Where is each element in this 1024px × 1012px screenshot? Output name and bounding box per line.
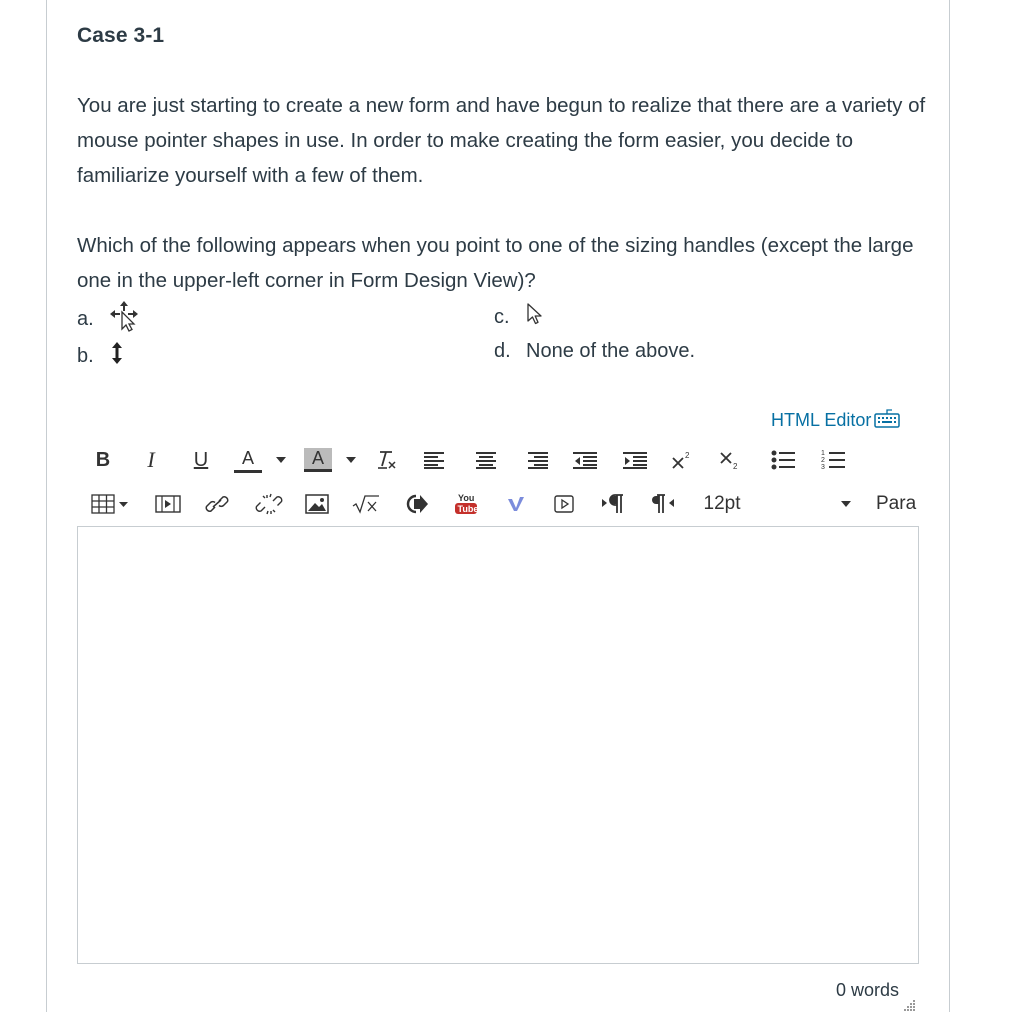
option-letter: b. (77, 344, 94, 367)
vimeo-icon (506, 495, 526, 513)
subscript-button[interactable] (718, 444, 742, 476)
text-color-button[interactable]: A (234, 447, 262, 473)
svg-text:2: 2 (733, 462, 738, 471)
bullet-list-icon (771, 450, 795, 470)
bullet-list-button[interactable] (770, 444, 796, 476)
italic-button[interactable]: I (147, 447, 155, 472)
subscript-icon (719, 449, 741, 471)
link-button[interactable] (204, 488, 230, 520)
font-size-select[interactable]: 12pt (703, 493, 741, 514)
move-pointer-icon (109, 300, 139, 338)
video-play-icon (554, 494, 574, 514)
unlink-icon (255, 492, 283, 516)
indent-icon (623, 451, 647, 469)
option-letter: c. (494, 305, 510, 328)
svg-text:3: 3 (821, 464, 825, 471)
resize-handle[interactable] (900, 998, 916, 1012)
font-size-dropdown[interactable] (838, 488, 854, 520)
caret-down-icon (276, 457, 286, 463)
caret-down-icon (841, 501, 851, 507)
question-intro: You are just starting to create a new form and have begun to realize that there are a variety of mouse pointer shapes in use. In order to make creating the form easier, you decide to familiarize yourself with a few of them. (77, 94, 926, 187)
outdent-button[interactable] (572, 444, 598, 476)
background-color-button[interactable]: A (304, 448, 332, 472)
table-icon (91, 494, 129, 514)
embed-arrow-icon (403, 493, 429, 515)
media-icon (155, 494, 181, 514)
align-right-icon (528, 451, 548, 469)
keyboard-icon (874, 408, 900, 433)
align-center-button[interactable] (474, 444, 498, 476)
table-button[interactable] (90, 488, 130, 520)
rtl-paragraph-icon (651, 493, 675, 515)
media-button[interactable] (154, 488, 182, 520)
svg-text:2: 2 (685, 451, 690, 460)
arrow-pointer-icon (526, 302, 546, 332)
ltr-paragraph-button[interactable] (600, 488, 626, 520)
indent-button[interactable] (622, 444, 648, 476)
align-left-button[interactable] (422, 444, 446, 476)
ltr-paragraph-icon (601, 493, 625, 515)
option-b (77, 340, 125, 372)
svg-text:2: 2 (821, 457, 825, 464)
video-button[interactable] (552, 488, 576, 520)
case-title: Case 3-1 (77, 24, 165, 47)
clear-formatting-button[interactable] (374, 444, 400, 476)
background-color-dropdown[interactable] (344, 444, 358, 476)
link-icon (205, 493, 229, 515)
question-prompt: Which of the following appears when you point to one of the sizing handles (except the large one in the upper-left corner in Form Design View)? (77, 234, 914, 292)
image-icon (305, 494, 329, 514)
html-editor-label[interactable]: HTML Editor (771, 410, 872, 430)
youtube-button[interactable] (452, 488, 480, 520)
option-letter: a. (77, 307, 94, 330)
numbered-list-icon (821, 449, 845, 471)
equation-icon (352, 494, 380, 514)
rich-text-editor-area[interactable] (77, 526, 919, 964)
html-editor-link[interactable] (771, 408, 900, 433)
resize-grip-icon (900, 998, 916, 1012)
svg-text:You: You (458, 493, 475, 503)
youtube-icon (453, 491, 479, 517)
word-count: 0 words (836, 980, 900, 1000)
rtl-paragraph-button[interactable] (650, 488, 676, 520)
option-text: None of the above. (526, 340, 696, 362)
option-c (494, 302, 546, 332)
unlink-button[interactable] (254, 488, 284, 520)
align-left-icon (424, 451, 444, 469)
paragraph-format-select[interactable]: Para (876, 493, 917, 514)
bold-button[interactable]: B (95, 448, 111, 471)
image-button[interactable] (304, 488, 330, 520)
caret-down-icon (346, 457, 356, 463)
underline-button[interactable]: U (193, 448, 209, 471)
align-center-icon (476, 451, 496, 469)
vertical-resize-pointer-icon (109, 340, 125, 372)
embed-button[interactable] (402, 488, 430, 520)
editor-toolbar-row-1 (80, 444, 930, 476)
option-d (494, 340, 695, 363)
text-color-dropdown[interactable] (274, 444, 288, 476)
numbered-list-button[interactable] (820, 444, 846, 476)
vimeo-button[interactable] (504, 488, 528, 520)
svg-text:Tube: Tube (457, 504, 479, 514)
equation-button[interactable] (352, 488, 380, 520)
outdent-icon (573, 451, 597, 469)
clear-formatting-icon (375, 449, 399, 471)
option-letter: d. (494, 340, 511, 362)
svg-text:1: 1 (821, 450, 825, 457)
superscript-icon (671, 450, 693, 470)
editor-toolbar-row-2 (80, 488, 930, 520)
superscript-button[interactable] (670, 444, 694, 476)
align-right-button[interactable] (526, 444, 550, 476)
option-a (77, 300, 139, 338)
